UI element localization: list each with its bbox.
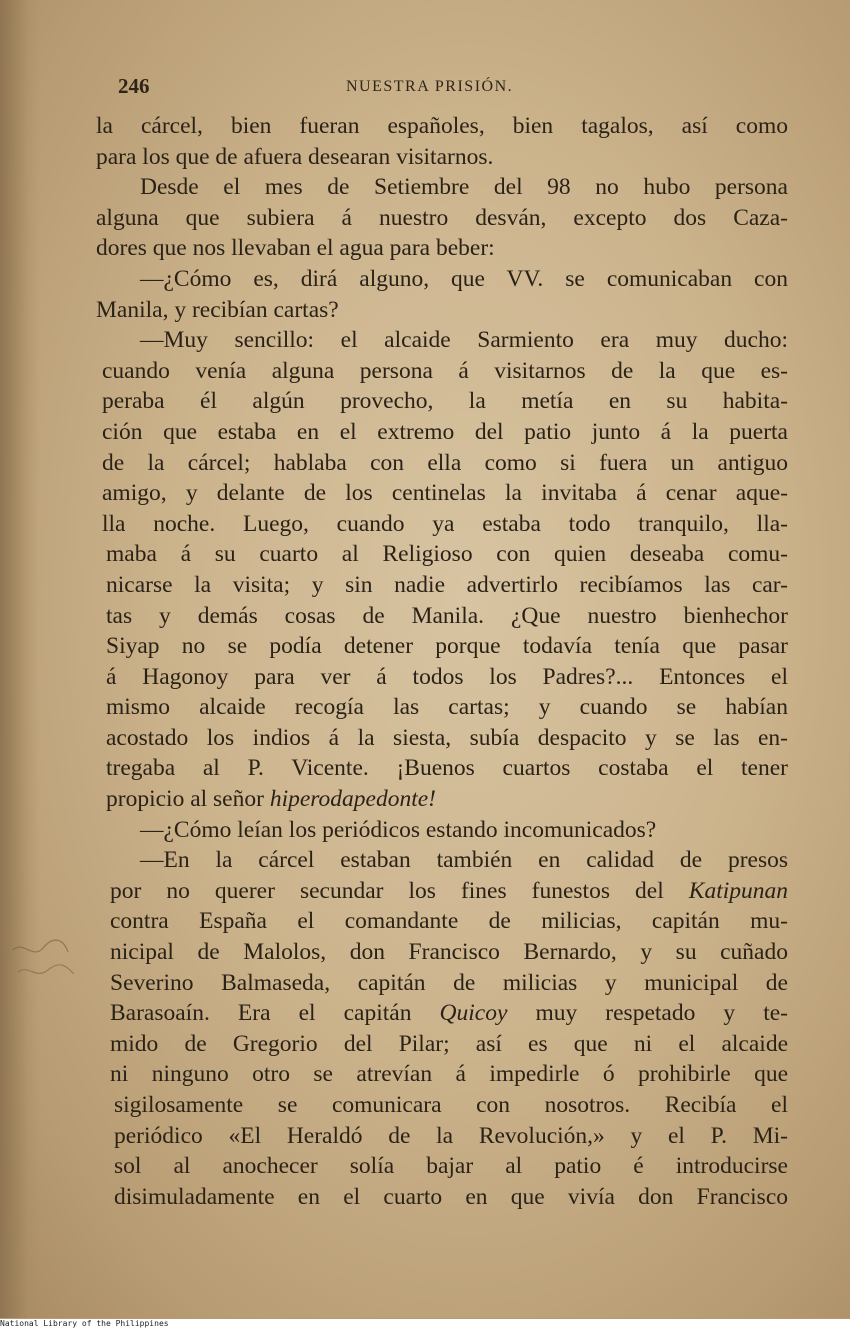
text-line: —¿Cómo es, dirá alguno, que VV. se comunicaban con bbox=[140, 265, 788, 292]
text-line: Manila, y recibían cartas? bbox=[96, 296, 339, 323]
text-line: alguna que subiera á nuestro desván, excepto dos Caza- bbox=[96, 204, 788, 231]
text-line: cuando venía alguna persona á visitarnos de la que es- bbox=[102, 357, 788, 384]
text-line: la cárcel, bien fueran españoles, bien tagalos, así como bbox=[96, 113, 788, 139]
text-line: —¿Cómo leían los periódicos estando incomunicados? bbox=[140, 816, 657, 843]
italic-term: Quicoy bbox=[439, 1000, 508, 1027]
text-segment: muy respetado y te- bbox=[507, 1000, 788, 1027]
text-line: de la cárcel; hablaba con ella como si fuera un antiguo bbox=[102, 449, 788, 476]
running-head bbox=[118, 74, 778, 104]
text-segment: Barasoaín. Era el capitán bbox=[110, 1000, 440, 1027]
running-title: NUESTRA PRISIÓN. bbox=[346, 78, 514, 95]
text-line bbox=[96, 784, 788, 815]
text-line: Desde el mes de Setiembre del 98 no hubo persona bbox=[140, 174, 788, 201]
text-line: —En la cárcel estaban también en calidad de presos bbox=[140, 847, 788, 874]
text-line: tregaba al P. Vicente. ¡Buenos cuartos costaba el tener bbox=[106, 755, 788, 782]
text-line: peraba él algún provecho, la metía en su habita- bbox=[102, 388, 788, 415]
text-line: ción que estaba en el extremo del patio junto á la puerta bbox=[102, 418, 788, 445]
text-line: para los que de afuera desearan visitarnos. bbox=[96, 143, 494, 170]
text-segment: propicio al señor bbox=[106, 786, 270, 813]
body-text bbox=[96, 111, 788, 1212]
text-line: —Muy sencillo: el alcaide Sarmiento era muy ducho: bbox=[140, 327, 788, 354]
text-line: tas y demás cosas de Manila. ¿Que nuestro bienhechor bbox=[106, 602, 788, 629]
text-line: nicipal de Malolos, don Francisco Bernardo, y su cuñado bbox=[110, 939, 788, 966]
text-line: maba á su cuarto al Religioso con quien deseaba comu- bbox=[106, 541, 788, 568]
page-number: 246 bbox=[118, 74, 150, 98]
italic-term: hiperodapedonte! bbox=[269, 786, 437, 813]
text-line: periódico «El Heraldó de la Revolución,» y el P. Mi- bbox=[114, 1122, 788, 1149]
italic-term: Katipunan bbox=[688, 877, 788, 904]
text-line: dores que nos llevaban el agua para beber: bbox=[96, 235, 495, 262]
text-line: á Hagonoy para ver á todos los Padres?... Entonces el bbox=[106, 663, 788, 690]
text-segment: por no querer secundar los fines funestos del bbox=[110, 877, 689, 904]
margin-annotation-scribble bbox=[8, 930, 88, 1000]
text-line: Severino Balmaseda, capitán de milicias y municipal de bbox=[110, 969, 788, 996]
text-line: amigo, y delante de los centinelas la invitaba á cenar aque- bbox=[102, 480, 788, 507]
text-line: Siyap no se podía detener porque todavía tenía que pasar bbox=[106, 633, 788, 660]
text-line: ni ninguno otro se atrevían á impedirle ó prohibirle que bbox=[110, 1061, 788, 1088]
text-line: mido de Gregorio del Pilar; así es que ni el alcaide bbox=[110, 1030, 788, 1057]
scan-credit: National Library of the Philippines bbox=[0, 1319, 850, 1328]
page-gutter-shadow bbox=[0, 0, 40, 1318]
text-line: contra España el comandante de milicias, capitán mu- bbox=[110, 908, 788, 935]
text-line: acostado los indios á la siesta, subía despacito y se las en- bbox=[106, 724, 788, 751]
text-line: nicarse la visita; y sin nadie advertirlo recibíamos las car- bbox=[106, 571, 788, 598]
text-line: mismo alcaide recogía las cartas; y cuando se habían bbox=[106, 694, 788, 721]
text-line: lla noche. Luego, cuando ya estaba todo tranquilo, lla- bbox=[102, 510, 788, 537]
text-line: sigilosamente se comunicara con nosotros. Recibía el bbox=[114, 1092, 788, 1118]
text-line bbox=[96, 876, 788, 907]
text-line: disimuladamente en el cuarto en que vivía don Francisco bbox=[114, 1183, 788, 1210]
text-line bbox=[96, 998, 788, 1029]
text-line: sol al anochecer solía bajar al patio é introducirse bbox=[114, 1153, 788, 1180]
